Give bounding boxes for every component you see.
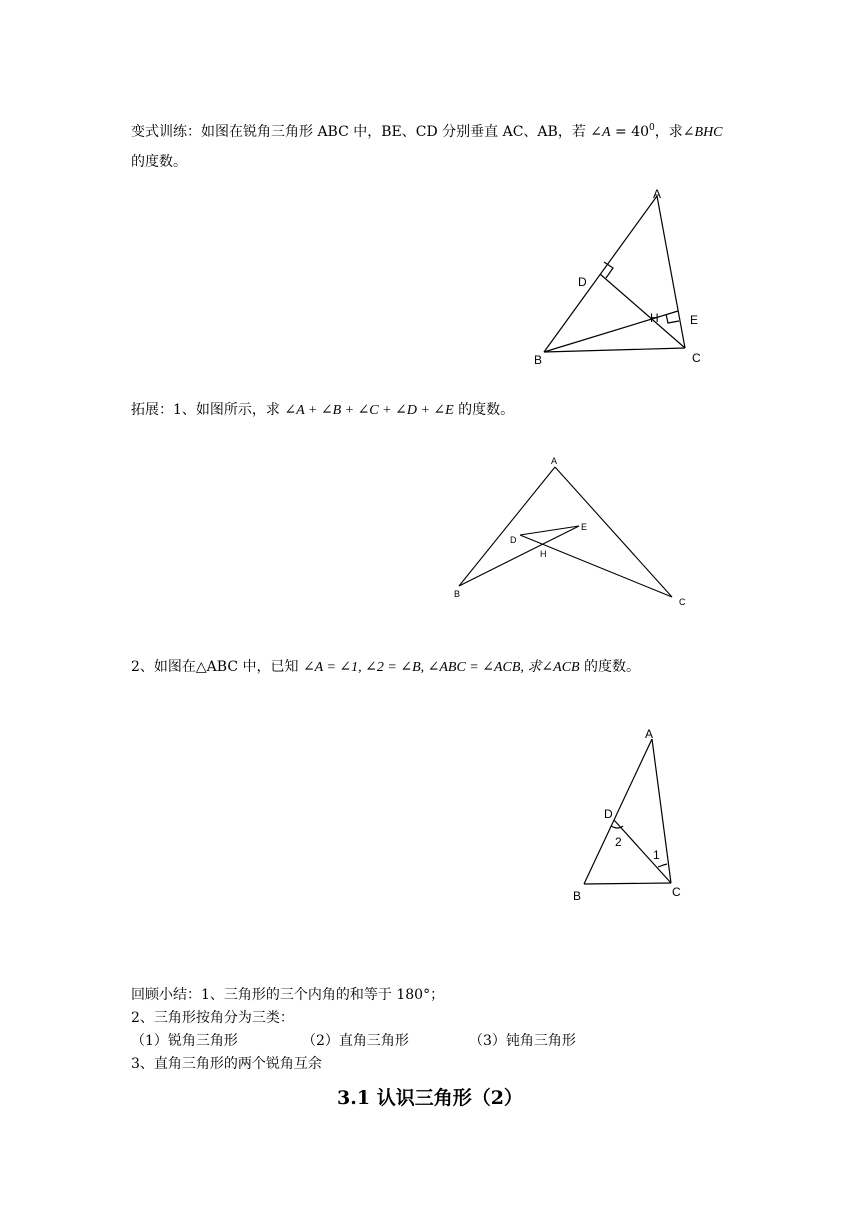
label-c: C [672,885,681,899]
figure-five-angles [445,450,695,615]
angle-arc-1 [658,864,667,867]
right-angle-mark-e [666,314,679,323]
right-angle-mark-d [604,262,613,278]
degree-superscript: 0 [649,123,655,133]
segment-dc [520,535,672,597]
extension1-prefix: 拓展：1、如图所示，求 [131,402,280,418]
variant-problem-line2: 的度数。 [131,154,187,170]
angle-arc-2 [611,826,623,828]
extension1-expression: ∠A + ∠B + ∠C + ∠D + ∠E [284,403,454,418]
target-angle-bhc: ∠BHC [682,125,723,140]
segment-ac [555,467,672,597]
variant-problem-line1 [131,118,723,143]
label-a: A [551,456,558,466]
summary-type2: （2）直角三角形 [302,1033,409,1049]
summary-line4: 3、直角三角形的两个锐角互余 [131,1056,322,1072]
label-d: D [578,275,587,289]
label-2: 2 [615,835,622,849]
summary-type1: （1）锐角三角形 [131,1033,238,1049]
condition-equals: = 40 [610,124,650,140]
label-b: B [573,889,582,903]
summary-type3: （3）钝角三角形 [469,1033,576,1049]
summary-line1: 回顾小结：1、三角形的三个内角的和等于 180°； [131,987,445,1003]
segment-dc [614,820,671,883]
extension2-expression: ∠A = ∠1, ∠2 = ∠B, ∠ABC = ∠ACB, 求∠ACB [302,660,580,675]
side-bc [544,348,685,352]
label-b: B [454,589,461,599]
side-ab [584,739,652,884]
condition-angle-a: ∠A [590,125,611,140]
altitude-cd [600,274,685,348]
label-a: A [645,727,654,741]
label-e: E [690,313,699,327]
label-c: C [692,351,701,365]
figure-acute-triangle [520,180,720,375]
figure-isosceles-triangle [560,720,700,910]
side-ac [657,196,685,348]
variant-mid-text: ，求 [654,124,683,140]
label-d: D [510,535,517,545]
summary-line2: 2、三角形按角分为三类： [131,1010,294,1026]
segment-be [459,526,579,586]
label-h: H [650,311,659,325]
extension1-line [131,400,514,421]
label-c: C [679,597,686,607]
label-d: D [604,807,613,821]
extension1-suffix: 的度数。 [458,402,515,418]
segment-ab [459,467,555,586]
side-bc [584,883,671,884]
variant-problem-text: 变式训练：如图在锐角三角形 ABC 中，BE、CD 分别垂直 AC、AB，若 [131,124,586,140]
extension2-line [131,657,640,678]
section-heading: 3.1 认识三角形（2） [337,1087,523,1109]
label-b: B [534,353,543,367]
extension2-suffix: 的度数。 [584,659,641,675]
label-1: 1 [653,848,660,862]
label-a: A [653,187,662,201]
label-e: E [581,522,588,532]
extension2-prefix: 2、如图在△ABC 中，已知 [131,659,299,675]
label-h: H [540,549,547,559]
